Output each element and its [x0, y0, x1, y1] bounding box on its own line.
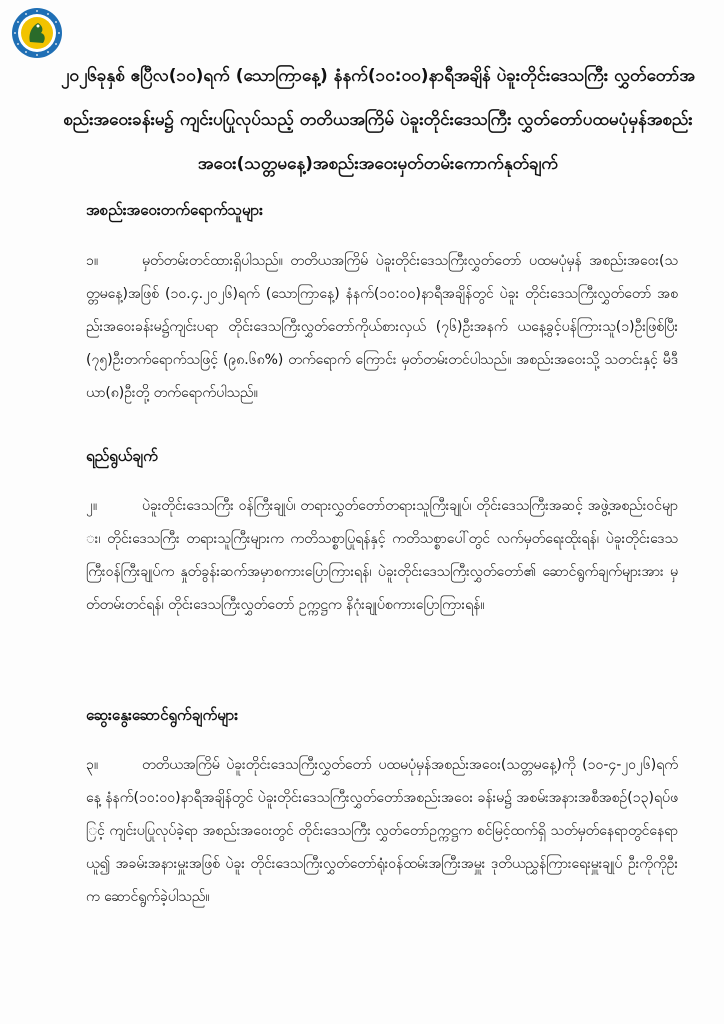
section-paragraph-purpose — [86, 490, 678, 622]
section-heading-attendees: အစည်းအဝေးတက်ရောက်သူများ — [86, 201, 263, 219]
parliament-seal-icon — [10, 6, 64, 60]
paragraph-number: ၁။ — [86, 253, 99, 269]
paragraph-number: ၂။ — [86, 498, 98, 514]
section-paragraph-attendees — [86, 245, 678, 410]
paragraph-text: ပဲခူးတိုင်းဒေသကြီး ဝန်ကြီးချုပ်၊ တရားလွှတ်တော်တရားသူကြီးချုပ်၊ တိုင်းဒေသကြီးအဆင့် အဖွဲ့အစည်းဝင်များ၊ တိုင်းဒေသကြီး တရားသူကြီးများက ကတိသစ္စာပြုရန်နှင့် ကတိသစ္စာပေါ်တွင် လက်မှတ်ရေးထိုးရန်၊ ပဲခူးတိုင်းဒေသကြီးဝန်ကြီးချုပ်က နှုတ်ခွန်းဆက်အမှာစကားပြောကြားရန်၊ ပဲခူးတိုင်းဒေသကြီးလွှတ်တော်၏ ဆောင်ရွက်ချက်များအား မှတ်တမ်းတင်ရန်၊ တိုင်းဒေသကြီးလွှတ်တော် ဥက္ကဋ္ဌက နိဂုံးချုပ်စကားပြောကြားရန်။ — [86, 498, 678, 613]
paragraph-text: တတိယအကြိမ် ပဲခူးတိုင်းဒေသကြီးလွှတ်တော် ပထမပုံမှန်အစည်းအဝေး(သတ္တမနေ့)ကို (၁၀-၄-၂၀၂၆)ရက်နေ့ နံနက်(၁၀:၀၀)နာရီအချိန်တွင် ပဲခူးတိုင်းဒေသကြီးလွှတ်တော်အစည်းအဝေး ခန်းမ၌ အစမ်းအနားအစီအစဉ်(၁၃)ရပ်ဖြင့် ကျင်းပပြုလုပ်ခဲ့ရာ အစည်းအဝေးတွင် တိုင်းဒေသကြီး လွှတ်တော်ဥက္ကဋ္ဌက စင်မြင့်ထက်ရှိ သတ်မှတ်နေရာတွင်နေရာယူ၍ အခမ်းအနားမှူးအဖြစ် ပဲခူး တိုင်းဒေသကြီးလွှတ်တော်ရုံးဝန်ထမ်းအကြီးအမှူး ဒုတိယညွှန်ကြားရေးမှူးချုပ် ဦးကိုကိုဦးက ဆောင်ရွက်ခဲ့ပါသည်။ — [86, 757, 678, 905]
section-paragraph-discussion — [86, 749, 678, 914]
section-heading-discussion: ဆွေးနွေးဆောင်ရွက်ချက်များ — [86, 706, 239, 724]
section-heading-purpose: ရည်ရွယ်ချက် — [86, 447, 158, 465]
paragraph-text: မှတ်တမ်းတင်ထားရှိပါသည်။ တတိယအကြိမ် ပဲခူးတိုင်းဒေသကြီးလွှတ်တော် ပထမပုံမှန် အစည်းအဝေး(သတ္တမနေ့)အဖြစ် (၁၀.၄.၂၀၂၆)ရက် (သောကြာနေ့) နံနက်(၁၀:၀၀)နာရီအချိန်တွင် ပဲခူး တိုင်းဒေသကြီးလွှတ်တော် အစည်းအဝေးခန်းမ၌ကျင်းပရာ တိုင်းဒေသကြီးလွှတ်တော်ကိုယ်စားလှယ် (၇၆)ဦးအနက် ယနေ့ခွင့်ပန်ကြားသူ(၁)ဦးဖြစ်ပြီး (၇၅)ဦးတက်ရောက်သဖြင့် (၉၈.၆၈%) တက်ရောက် ကြောင်း မှတ်တမ်းတင်ပါသည်။ အစည်းအဝေးသို့ သတင်းနှင့် မီဒီယာ(၈)ဦးတို့ တက်ရောက်ပါသည်။ — [86, 253, 678, 401]
paragraph-number: ၃။ — [86, 757, 99, 773]
document-title: ၂၀၂၆ခုနှစ် ဧပြီလ(၁၀)ရက် (သောကြာနေ့) နံနက်(၁၀:၀၀)နာရီအချိန် ပဲခူးတိုင်းဒေသကြီး လွှတ်တော်အစည်းအဝေးခန်းမ၌ ကျင်းပပြုလုပ်သည့် တတိယအကြိမ် ပဲခူးတိုင်းဒေသကြီး လွှတ်တော်ပထမပုံမှန်အစည်းအဝေး(သတ္တမနေ့)အစည်းအဝေးမှတ်တမ်းကောက်နုတ်ချက် — [61, 66, 695, 174]
